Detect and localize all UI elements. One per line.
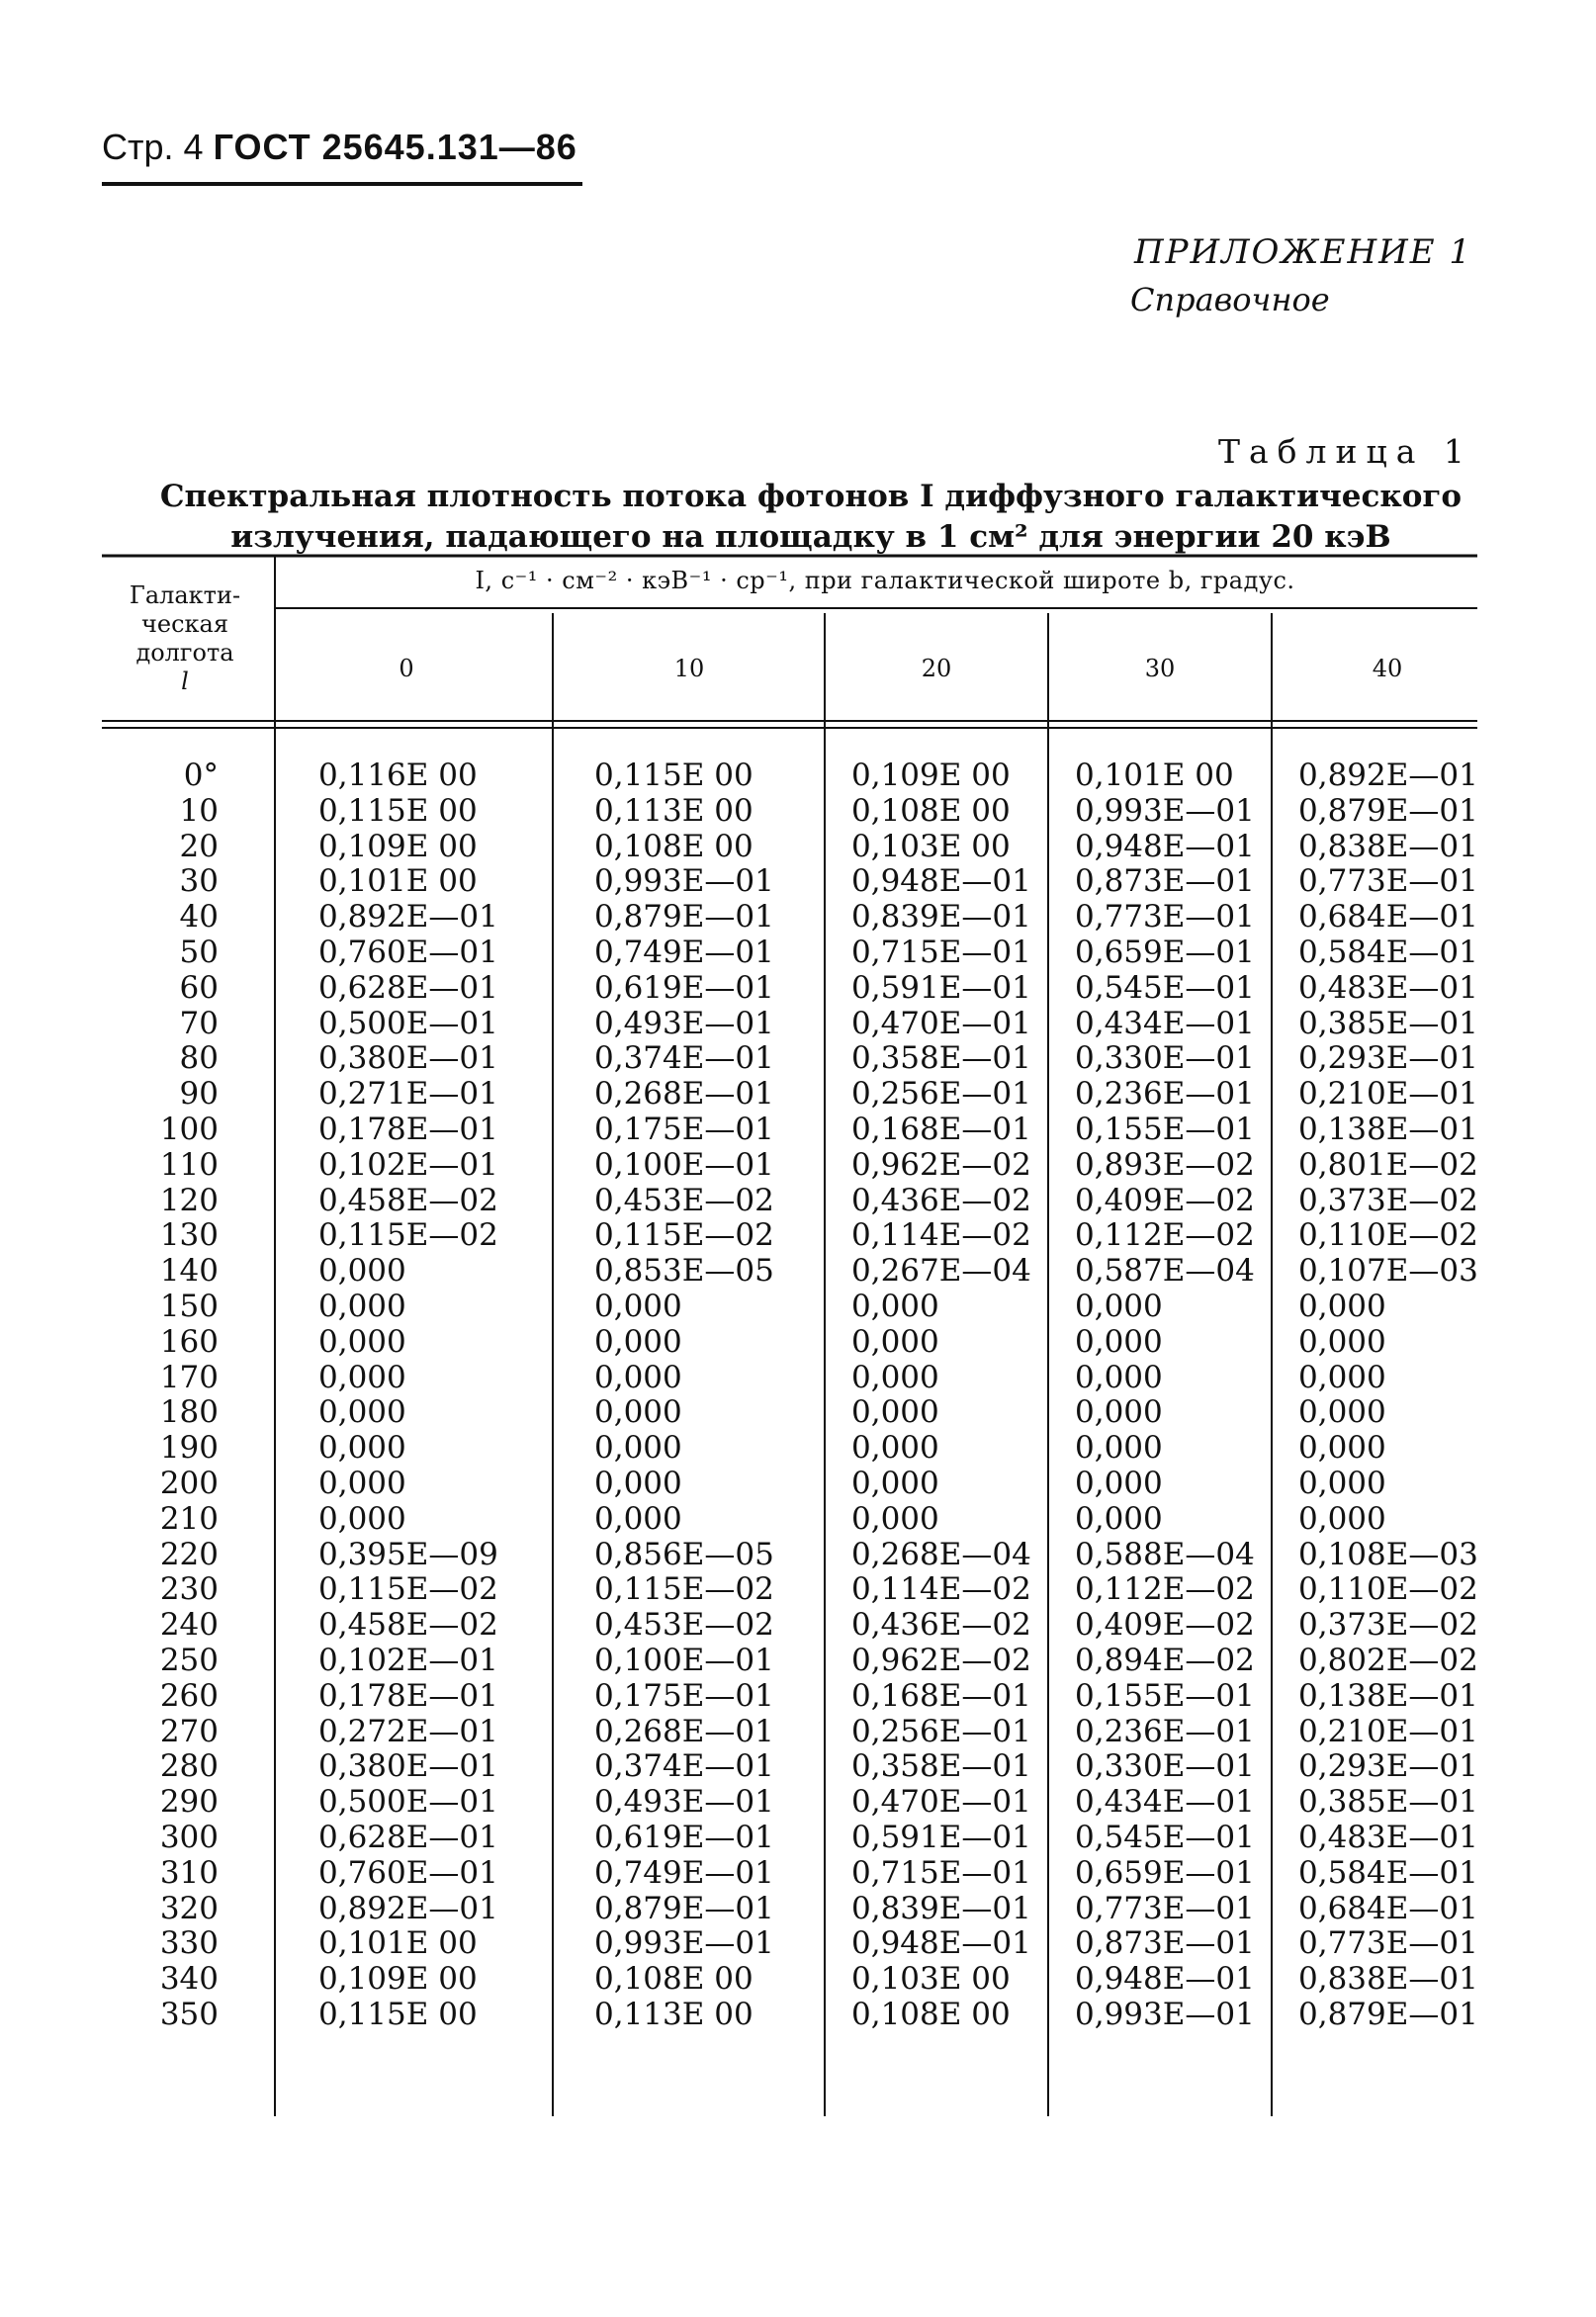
value-cell: 0,587E—04 [1075,1253,1255,1290]
longitude-cell: 240 [159,1607,219,1644]
value-cell: 0,000 [851,1430,939,1467]
longitude-cell: 200 [159,1465,219,1501]
value-cell: 0,000 [594,1323,682,1360]
value-cell: 0,175E—01 [594,1677,774,1714]
value-cell: 0,236E—01 [1075,1713,1255,1749]
longitude-header [112,581,258,696]
value-cell: 0,000 [1075,1394,1163,1431]
value-cell: 0,373E—02 [1298,1182,1478,1218]
value-cell: 0,256E—01 [851,1713,1031,1749]
longitude-cell: 0° [183,757,219,793]
value-cell: 0,102E—01 [318,1146,498,1183]
value-cell: 0,358E—01 [851,1748,1031,1785]
longitude-cell: 330 [159,1925,219,1962]
longitude-cell: 140 [159,1253,219,1290]
value-cell: 0,000 [594,1465,682,1501]
caption-line-1: Спектральная плотность потока фотонов I диффузного галактического [159,479,1463,514]
longitude-cell: 250 [159,1642,219,1678]
value-cell: 0,272E—01 [318,1713,498,1749]
value-cell: 0,210E—01 [1298,1713,1478,1749]
value-cell: 0,101E 00 [1075,757,1234,793]
longitude-cell: 60 [179,969,219,1006]
value-cell: 0,000 [1075,1430,1163,1467]
value-cell: 0,000 [1298,1288,1386,1324]
value-cell: 0,000 [851,1465,939,1501]
value-cell: 0,000 [594,1359,682,1395]
value-cell: 0,591E—01 [851,969,1031,1006]
longitude-cell: 210 [159,1500,219,1537]
value-cell: 0,107E—03 [1298,1253,1478,1290]
appendix-subtitle: Справочное [1130,281,1330,318]
value-cell: 0,483E—01 [1298,969,1478,1006]
value-cell: 0,108E 00 [594,1961,754,1998]
value-cell: 0,000 [1075,1288,1163,1324]
value-cell: 0,380E—01 [318,1748,498,1785]
longitude-header-line: Галакти- [129,581,241,609]
value-cell: 0,000 [851,1323,939,1360]
value-cell: 0,100E—01 [594,1642,774,1678]
longitude-cell: 310 [159,1854,219,1891]
value-cell: 0,749E—01 [594,934,774,970]
value-cell: 0,453E—02 [594,1607,774,1644]
value-cell: 0,101E 00 [318,863,478,900]
value-cell: 0,000 [594,1394,682,1431]
latitude-header-30: 30 [1144,655,1176,682]
longitude-cell: 90 [179,1076,219,1113]
value-cell: 0,856E—05 [594,1536,774,1572]
value-cell: 0,873E—01 [1075,863,1255,900]
value-cell: 0,684E—01 [1298,899,1478,936]
longitude-cell: 280 [159,1748,219,1785]
latitude-span-header: I, с⁻¹ · см⁻² · кэВ⁻¹ · ср⁻¹, при галактической широте b, градус. [475,567,1295,594]
value-cell: 0,000 [851,1359,939,1395]
values-column-lat-30 [1075,758,1255,2033]
value-cell: 0,584E—01 [1298,934,1478,970]
value-cell: 0,115E 00 [318,1996,478,2032]
value-cell: 0,268E—01 [594,1076,774,1113]
value-cell: 0,588E—04 [1075,1536,1255,1572]
longitude-cell: 70 [179,1005,219,1041]
value-cell: 0,458E—02 [318,1607,498,1644]
longitude-cell: 30 [179,863,219,900]
value-cell: 0,802E—02 [1298,1642,1478,1678]
value-cell: 0,715E—01 [851,934,1031,970]
value-cell: 0,873E—01 [1075,1925,1255,1962]
value-cell: 0,113E 00 [594,792,754,829]
value-cell: 0,102E—01 [318,1642,498,1678]
value-cell: 0,000 [1075,1465,1163,1501]
values-column-lat-10 [594,758,774,2033]
longitude-cell: 20 [179,828,219,864]
value-cell: 0,628E—01 [318,969,498,1006]
latitude-header-20: 20 [921,655,952,682]
value-cell: 0,715E—01 [851,1854,1031,1891]
value-cell: 0,330E—01 [1075,1040,1255,1077]
value-cell: 0,358E—01 [851,1040,1031,1077]
value-cell: 0,458E—02 [318,1182,498,1218]
value-cell: 0,395E—09 [318,1536,498,1572]
value-cell: 0,839E—01 [851,1890,1031,1926]
value-cell: 0,948E—01 [1075,828,1255,864]
longitude-cell: 350 [159,1996,219,2032]
value-cell: 0,000 [1298,1394,1386,1431]
value-cell: 0,000 [318,1394,406,1431]
value-cell: 0,839E—01 [851,899,1031,936]
value-cell: 0,175E—01 [594,1111,774,1147]
value-cell: 0,948E—01 [851,863,1031,900]
value-cell: 0,409E—02 [1075,1182,1255,1218]
longitude-cell: 160 [159,1323,219,1360]
value-cell: 0,962E—02 [851,1642,1031,1678]
value-cell: 0,168E—01 [851,1111,1031,1147]
longitude-cell: 80 [179,1040,219,1077]
longitude-cell: 180 [159,1394,219,1431]
value-cell: 0,000 [594,1288,682,1324]
value-cell: 0,113E 00 [594,1996,754,2032]
appendix-title: ПРИЛОЖЕНИЕ 1 [1134,232,1473,272]
table-label: Таблица 1 [1218,432,1473,471]
value-cell: 0,374E—01 [594,1040,774,1077]
value-cell: 0,112E—02 [1075,1217,1255,1254]
value-cell: 0,993E—01 [1075,1996,1255,2032]
value-cell: 0,114E—02 [851,1217,1031,1254]
value-cell: 0,268E—01 [594,1713,774,1749]
value-cell: 0,114E—02 [851,1571,1031,1608]
value-cell: 0,545E—01 [1075,1819,1255,1855]
value-cell: 0,268E—04 [851,1536,1031,1572]
value-cell: 0,109E 00 [851,757,1011,793]
value-cell: 0,256E—01 [851,1076,1031,1113]
value-cell: 0,879E—01 [594,899,774,936]
value-cell: 0,493E—01 [594,1005,774,1041]
value-cell: 0,434E—01 [1075,1005,1255,1041]
value-cell: 0,894E—02 [1075,1642,1255,1678]
value-cell: 0,155E—01 [1075,1677,1255,1714]
standard-number: ГОСТ 25645.131—86 [213,127,577,167]
value-cell: 0,000 [318,1465,406,1501]
value-cell: 0,962E—02 [851,1146,1031,1183]
value-cell: 0,293E—01 [1298,1040,1478,1077]
value-cell: 0,853E—05 [594,1253,774,1290]
value-cell: 0,374E—01 [594,1748,774,1785]
value-cell: 0,000 [318,1430,406,1467]
value-cell: 0,773E—01 [1075,1890,1255,1926]
values-column-lat-20 [851,758,1031,2033]
value-cell: 0,773E—01 [1075,899,1255,936]
longitude-cell: 170 [159,1359,219,1395]
value-cell: 0,434E—01 [1075,1784,1255,1821]
value-cell: 0,493E—01 [594,1784,774,1821]
value-cell: 0,584E—01 [1298,1854,1478,1891]
value-cell: 0,773E—01 [1298,863,1478,900]
longitude-column [148,758,219,2033]
value-cell: 0,108E 00 [594,828,754,864]
value-cell: 0,760E—01 [318,1854,498,1891]
value-cell: 0,000 [318,1253,406,1290]
value-cell: 0,000 [1075,1323,1163,1360]
value-cell: 0,116E 00 [318,757,478,793]
longitude-cell: 190 [159,1430,219,1467]
value-cell: 0,138E—01 [1298,1111,1478,1147]
longitude-cell: 110 [159,1146,219,1183]
value-cell: 0,267E—04 [851,1253,1031,1290]
longitude-cell: 10 [179,792,219,829]
value-cell: 0,115E—02 [594,1571,774,1608]
value-cell: 0,101E 00 [318,1925,478,1962]
longitude-cell: 120 [159,1182,219,1218]
value-cell: 0,210E—01 [1298,1076,1478,1113]
value-cell: 0,470E—01 [851,1784,1031,1821]
value-cell: 0,115E 00 [318,792,478,829]
value-cell: 0,000 [318,1359,406,1395]
longitude-cell: 100 [159,1111,219,1147]
value-cell: 0,409E—02 [1075,1607,1255,1644]
value-cell: 0,619E—01 [594,1819,774,1855]
value-cell: 0,385E—01 [1298,1005,1478,1041]
value-cell: 0,000 [1298,1430,1386,1467]
value-cell: 0,000 [318,1323,406,1360]
longitude-cell: 260 [159,1677,219,1714]
value-cell: 0,100E—01 [594,1146,774,1183]
value-cell: 0,801E—02 [1298,1146,1478,1183]
value-cell: 0,760E—01 [318,934,498,970]
values-column-lat-0 [318,758,498,2033]
value-cell: 0,000 [594,1430,682,1467]
latitude-header-40: 40 [1372,655,1403,682]
value-cell: 0,470E—01 [851,1005,1031,1041]
value-cell: 0,892E—01 [318,899,498,936]
value-cell: 0,483E—01 [1298,1819,1478,1855]
value-cell: 0,108E 00 [851,1996,1011,2032]
value-cell: 0,103E 00 [851,828,1011,864]
value-cell: 0,000 [318,1500,406,1537]
value-cell: 0,000 [318,1288,406,1324]
value-cell: 0,109E 00 [318,828,478,864]
value-cell: 0,993E—01 [594,1925,774,1962]
value-cell: 0,879E—01 [594,1890,774,1926]
value-cell: 0,000 [594,1500,682,1537]
value-cell: 0,110E—02 [1298,1217,1478,1254]
value-cell: 0,103E 00 [851,1961,1011,1998]
value-cell: 0,892E—01 [1298,757,1478,793]
value-cell: 0,115E—02 [594,1217,774,1254]
value-cell: 0,110E—02 [1298,1571,1478,1608]
longitude-cell: 340 [159,1961,219,1998]
value-cell: 0,993E—01 [594,863,774,900]
value-cell: 0,628E—01 [318,1819,498,1855]
value-cell: 0,879E—01 [1298,792,1478,829]
value-cell: 0,108E 00 [851,792,1011,829]
value-cell: 0,178E—01 [318,1111,498,1147]
value-cell: 0,545E—01 [1075,969,1255,1006]
latitude-header-10: 10 [673,655,705,682]
value-cell: 0,948E—01 [1075,1961,1255,1998]
value-cell: 0,500E—01 [318,1005,498,1041]
value-cell: 0,168E—01 [851,1677,1031,1714]
value-cell: 0,591E—01 [851,1819,1031,1855]
value-cell: 0,138E—01 [1298,1677,1478,1714]
value-cell: 0,109E 00 [318,1961,478,1998]
value-cell: 0,000 [1298,1359,1386,1395]
longitude-cell: 320 [159,1890,219,1926]
longitude-cell: 230 [159,1571,219,1608]
value-cell: 0,000 [1298,1323,1386,1360]
longitude-header-line: долгота [135,639,234,667]
value-cell: 0,000 [1298,1465,1386,1501]
value-cell: 0,436E—02 [851,1607,1031,1644]
value-cell: 0,948E—01 [851,1925,1031,1962]
value-cell: 0,000 [851,1394,939,1431]
value-cell: 0,000 [1298,1500,1386,1537]
value-cell: 0,178E—01 [318,1677,498,1714]
latitude-header-0: 0 [399,655,414,682]
page-number: Стр. 4 [102,127,204,167]
value-cell: 0,380E—01 [318,1040,498,1077]
value-cell: 0,155E—01 [1075,1111,1255,1147]
value-cell: 0,773E—01 [1298,1925,1478,1962]
values-column-lat-40 [1298,758,1478,2033]
value-cell: 0,000 [851,1500,939,1537]
value-cell: 0,115E—02 [318,1217,498,1254]
value-cell: 0,330E—01 [1075,1748,1255,1785]
value-cell: 0,293E—01 [1298,1748,1478,1785]
longitude-cell: 270 [159,1713,219,1749]
value-cell: 0,749E—01 [594,1854,774,1891]
longitude-header-line: ческая [141,610,228,638]
longitude-cell: 220 [159,1536,219,1572]
value-cell: 0,838E—01 [1298,1961,1478,1998]
value-cell: 0,000 [1075,1500,1163,1537]
value-cell: 0,619E—01 [594,969,774,1006]
caption-line-2: излучения, падающего на площадку в 1 см² для энергии 20 кэВ [230,519,1391,555]
value-cell: 0,112E—02 [1075,1571,1255,1608]
value-cell: 0,838E—01 [1298,828,1478,864]
value-cell: 0,236E—01 [1075,1076,1255,1113]
value-cell: 0,892E—01 [318,1890,498,1926]
longitude-header-line: l [181,668,189,695]
value-cell: 0,659E—01 [1075,1854,1255,1891]
longitude-cell: 150 [159,1288,219,1324]
value-cell: 0,271E—01 [318,1076,498,1113]
value-cell: 0,659E—01 [1075,934,1255,970]
value-cell: 0,108E—03 [1298,1536,1478,1572]
value-cell: 0,000 [1075,1359,1163,1395]
longitude-cell: 300 [159,1819,219,1855]
value-cell: 0,453E—02 [594,1182,774,1218]
value-cell: 0,385E—01 [1298,1784,1478,1821]
longitude-cell: 290 [159,1784,219,1821]
value-cell: 0,893E—02 [1075,1146,1255,1183]
value-cell: 0,115E 00 [594,757,754,793]
longitude-cell: 130 [159,1217,219,1254]
value-cell: 0,684E—01 [1298,1890,1478,1926]
longitude-cell: 40 [179,899,219,936]
value-cell: 0,373E—02 [1298,1607,1478,1644]
longitude-cell: 50 [179,934,219,970]
value-cell: 0,879E—01 [1298,1996,1478,2032]
value-cell: 0,436E—02 [851,1182,1031,1218]
value-cell: 0,500E—01 [318,1784,498,1821]
value-cell: 0,000 [851,1288,939,1324]
value-cell: 0,993E—01 [1075,792,1255,829]
value-cell: 0,115E—02 [318,1571,498,1608]
